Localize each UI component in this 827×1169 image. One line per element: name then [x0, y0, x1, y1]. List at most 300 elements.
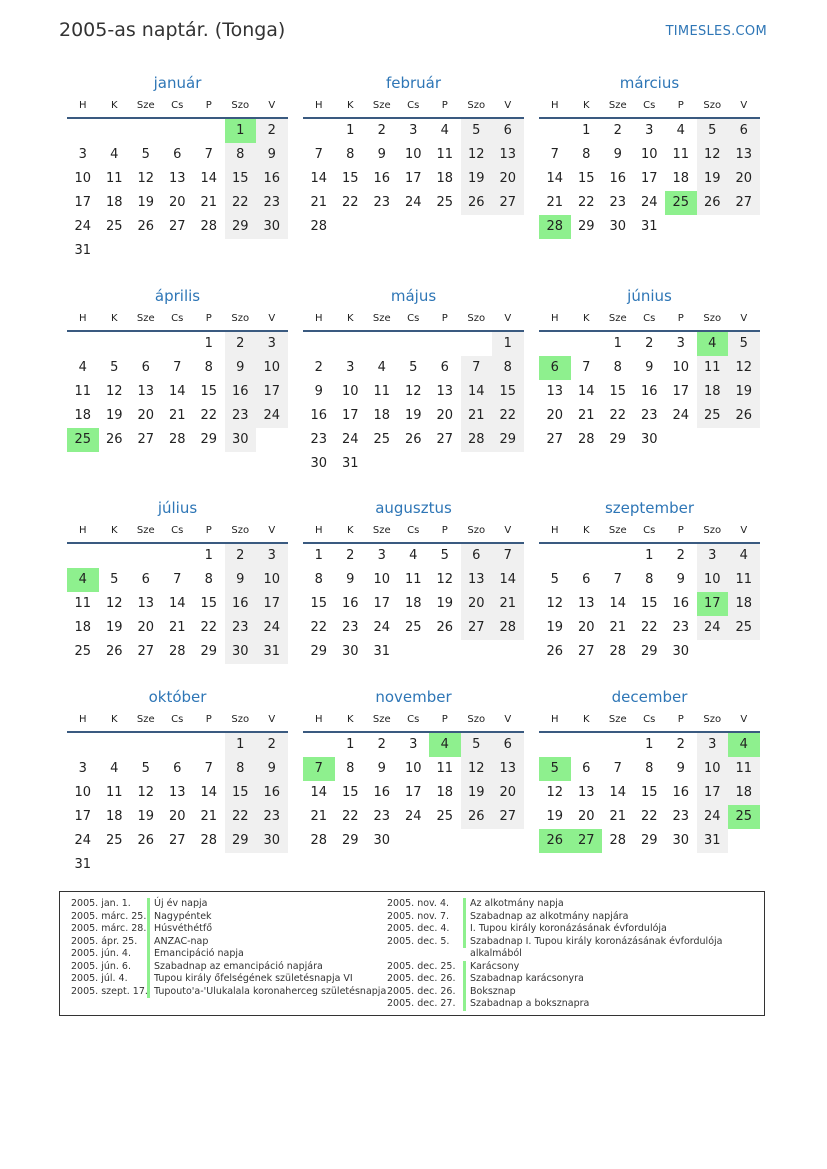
day-cell: 1: [314, 548, 323, 563]
day-grid: [303, 332, 524, 476]
day-cell: 7: [492, 544, 524, 568]
empty-cell: [571, 544, 603, 568]
day-cell: 11: [373, 384, 391, 399]
weekday-header: [303, 97, 524, 119]
day-cell: 6: [492, 119, 524, 143]
day-cell: 16: [672, 596, 690, 611]
day-cell: 28: [168, 644, 186, 659]
day-cell: 25: [436, 195, 454, 210]
weekday-label: Szo: [467, 313, 486, 324]
weekday-label: Sze: [608, 100, 627, 111]
day-grid: [303, 733, 524, 853]
holiday-row: [71, 986, 386, 999]
day-cell: 28: [168, 432, 186, 447]
day-cell: 1: [346, 123, 355, 138]
day-cell: 17: [256, 380, 288, 404]
month-1: [67, 69, 288, 263]
day-cell: 10: [697, 568, 729, 592]
holiday-name: Szabadnap az alkotmány napjára: [463, 911, 628, 924]
day-cell: 24: [404, 809, 422, 824]
month-5: [303, 282, 524, 476]
day-cell: 11: [728, 757, 760, 781]
weekday-label: Cs: [171, 100, 184, 111]
day-cell: 3: [409, 123, 418, 138]
day-cell: 15: [341, 785, 359, 800]
day-cell: 10: [74, 785, 92, 800]
day-cell: 12: [728, 356, 760, 380]
day-cell: 3: [346, 360, 355, 375]
weekday-label: P: [205, 714, 212, 725]
day-cell: 4: [440, 123, 449, 138]
weekday-label: P: [205, 313, 212, 324]
day-cell: 27: [168, 833, 186, 848]
holiday-row: [387, 961, 722, 974]
day-cell: 23: [672, 620, 690, 635]
holiday-name: Szabadnap az emancipáció napjára: [147, 961, 323, 974]
day-cell: 17: [404, 785, 422, 800]
weekday-label: Sze: [372, 714, 391, 725]
day-cell: 9: [225, 568, 257, 592]
day-grid: [539, 332, 760, 452]
day-cell: 11: [74, 596, 92, 611]
day-cell: 8: [645, 761, 654, 776]
weekday-header: [67, 522, 288, 544]
day-cell: 1: [225, 733, 257, 757]
day-cell: 13: [168, 171, 186, 186]
day-cell: 28: [310, 833, 328, 848]
day-cell: 2: [256, 733, 288, 757]
holiday-name: Nagypéntek: [147, 911, 212, 924]
holiday-name: Karácsony: [463, 961, 519, 974]
day-cell: 19: [461, 781, 493, 805]
empty-cell: [539, 119, 571, 143]
empty-cell: [602, 544, 634, 568]
day-cell: 7: [582, 360, 591, 375]
day-cell: 5: [550, 572, 559, 587]
day-cell: 5: [728, 332, 760, 356]
day-cell: 26: [697, 191, 729, 215]
day-cell: 26: [728, 404, 760, 428]
weekday-header: [539, 310, 760, 332]
weekday-label: Szo: [703, 714, 722, 725]
day-cell: 16: [225, 380, 257, 404]
weekday-label: Szo: [231, 525, 250, 536]
holiday-date: 2005. jún. 4.: [71, 948, 132, 959]
holiday-row: [71, 948, 386, 961]
holiday-date: [387, 948, 463, 961]
day-cell: 21: [168, 408, 186, 423]
day-cell: 24: [256, 404, 288, 428]
weekday-label: Szo: [231, 714, 250, 725]
holiday-name: Szabadnap I. Tupou király koronázásának évfordulója: [463, 936, 722, 949]
day-cell: 24: [404, 195, 422, 210]
day-cell: 2: [225, 332, 257, 356]
holiday-row: [71, 923, 386, 936]
weekday-label: H: [550, 525, 559, 536]
month-name: augusztus: [375, 499, 452, 517]
day-cell: 15: [492, 380, 524, 404]
day-cell: 28: [609, 833, 627, 848]
weekday-label: Sze: [136, 100, 155, 111]
day-cell: 9: [676, 761, 685, 776]
day-cell: 31: [697, 829, 729, 853]
day-cell: 1: [582, 123, 591, 138]
weekday-label: P: [441, 525, 448, 536]
day-cell: 22: [310, 620, 328, 635]
day-cell: 3: [645, 123, 654, 138]
holiday-date: 2005. dec. 25.: [387, 960, 456, 972]
day-cell: 9: [346, 572, 355, 587]
weekday-label: Szo: [703, 100, 722, 111]
weekday-label: H: [314, 525, 323, 536]
day-cell: 5: [461, 733, 493, 757]
day-cell: 14: [609, 596, 627, 611]
day-cell: 23: [672, 809, 690, 824]
day-cell: 29: [200, 644, 218, 659]
empty-cell: [539, 544, 571, 568]
day-cell: 1: [492, 332, 524, 356]
day-cell: 6: [440, 360, 449, 375]
day-cell: 22: [341, 195, 359, 210]
day-cell: 24: [373, 620, 391, 635]
day-cell: 25: [105, 219, 123, 234]
day-cell: 25: [404, 620, 422, 635]
day-cell: 21: [546, 195, 564, 210]
month-9: [539, 494, 760, 664]
day-cell: 29: [492, 428, 524, 452]
day-cell: 6: [173, 761, 182, 776]
day-cell: 8: [204, 572, 213, 587]
month-name: június: [627, 287, 672, 305]
day-cell: 6: [461, 544, 493, 568]
day-cell: 6: [141, 572, 150, 587]
holiday-day-cell: 1: [225, 119, 257, 143]
day-cell: 17: [640, 171, 658, 186]
weekday-label: P: [677, 313, 684, 324]
day-cell: 11: [105, 785, 123, 800]
holiday-name: Boksznap: [463, 986, 516, 999]
day-cell: 2: [314, 360, 323, 375]
holiday-date: 2005. dec. 27.: [387, 998, 456, 1009]
day-cell: 30: [225, 640, 257, 664]
holiday-day-cell: 7: [303, 757, 335, 781]
holiday-date: 2005. ápr. 25.: [71, 935, 138, 947]
day-cell: 28: [200, 833, 218, 848]
day-cell: 13: [461, 568, 493, 592]
day-cell: 12: [105, 596, 123, 611]
day-cell: 2: [613, 123, 622, 138]
day-cell: 10: [672, 360, 690, 375]
day-cell: 2: [377, 737, 386, 752]
brand-link[interactable]: TIMESLES.COM: [665, 24, 767, 39]
day-cell: 2: [676, 737, 685, 752]
day-cell: 23: [225, 404, 257, 428]
empty-cell: [67, 332, 99, 356]
day-grid: [67, 544, 288, 664]
day-grid: [303, 119, 524, 239]
weekday-label: K: [110, 714, 118, 725]
holiday-date: 2005. dec. 26.: [387, 973, 456, 984]
day-cell: 8: [492, 356, 524, 380]
holiday-list-right-column: [387, 898, 722, 1011]
day-cell: 24: [341, 432, 359, 447]
day-cell: 14: [200, 785, 218, 800]
day-cell: 30: [256, 829, 288, 853]
holiday-row: [387, 898, 722, 911]
weekday-label: P: [677, 525, 684, 536]
holiday-date: 2005. jún. 6.: [71, 960, 132, 972]
day-cell: 19: [105, 620, 123, 635]
month-name: március: [619, 74, 680, 92]
day-cell: 20: [168, 809, 186, 824]
holiday-name: Az alkotmány napja: [463, 898, 564, 911]
day-cell: 13: [546, 384, 564, 399]
day-cell: 19: [436, 596, 454, 611]
holiday-name: I. Tupou király koronázásának évfordulója: [463, 923, 667, 936]
day-cell: 13: [137, 384, 155, 399]
weekday-label: K: [110, 525, 118, 536]
day-cell: 17: [74, 809, 92, 824]
empty-cell: [162, 119, 194, 143]
day-cell: 9: [256, 143, 288, 167]
day-cell: 28: [492, 616, 524, 640]
day-cell: 20: [577, 809, 595, 824]
day-cell: 30: [672, 833, 690, 848]
day-cell: 31: [74, 857, 92, 872]
day-cell: 27: [137, 644, 155, 659]
day-cell: 21: [168, 620, 186, 635]
day-grid: [67, 119, 288, 263]
day-cell: 30: [310, 456, 328, 471]
day-cell: 3: [676, 336, 685, 351]
day-cell: 14: [546, 171, 564, 186]
month-7: [67, 494, 288, 664]
day-cell: 18: [436, 785, 454, 800]
day-cell: 7: [461, 356, 493, 380]
holiday-row: [71, 961, 386, 974]
day-cell: 10: [256, 356, 288, 380]
day-cell: 1: [645, 548, 654, 563]
day-cell: 30: [256, 215, 288, 239]
holiday-name: Új év napja: [147, 898, 207, 911]
day-cell: 23: [310, 432, 328, 447]
empty-cell: [162, 544, 194, 568]
day-cell: 2: [346, 548, 355, 563]
empty-cell: [398, 332, 430, 356]
day-cell: 23: [373, 195, 391, 210]
day-cell: 5: [110, 572, 119, 587]
day-cell: 9: [613, 147, 622, 162]
weekday-label: H: [314, 313, 323, 324]
day-cell: 23: [256, 805, 288, 829]
holiday-row: [387, 998, 722, 1011]
weekday-label: V: [504, 525, 512, 536]
weekday-label: K: [346, 313, 354, 324]
weekday-label: P: [205, 100, 212, 111]
day-cell: 16: [256, 167, 288, 191]
day-cell: 25: [436, 809, 454, 824]
day-cell: 20: [546, 408, 564, 423]
holiday-name: Emancipáció napja: [147, 948, 244, 961]
empty-cell: [366, 332, 398, 356]
weekday-label: V: [268, 313, 276, 324]
empty-cell: [303, 733, 335, 757]
weekday-label: Cs: [643, 714, 656, 725]
day-cell: 22: [200, 620, 218, 635]
day-grid: [539, 119, 760, 239]
empty-cell: [539, 733, 571, 757]
day-cell: 15: [640, 596, 658, 611]
day-cell: 4: [78, 360, 87, 375]
weekday-label: K: [346, 714, 354, 725]
day-cell: 6: [728, 119, 760, 143]
day-cell: 4: [409, 548, 418, 563]
day-cell: 24: [74, 833, 92, 848]
weekday-label: Cs: [407, 313, 420, 324]
day-grid: [67, 332, 288, 452]
day-cell: 4: [728, 544, 760, 568]
day-cell: 1: [204, 336, 213, 351]
day-cell: 22: [577, 195, 595, 210]
day-cell: 5: [141, 147, 150, 162]
holiday-name: alkalmából: [470, 948, 522, 959]
day-cell: 7: [173, 360, 182, 375]
day-cell: 19: [461, 167, 493, 191]
holiday-day-cell: 4: [429, 733, 461, 757]
holiday-row: [387, 973, 722, 986]
weekday-label: P: [205, 525, 212, 536]
day-cell: 24: [640, 195, 658, 210]
day-cell: 14: [492, 568, 524, 592]
day-cell: 22: [640, 809, 658, 824]
day-cell: 17: [404, 171, 422, 186]
day-cell: 12: [137, 785, 155, 800]
weekday-label: H: [550, 100, 559, 111]
day-cell: 20: [137, 408, 155, 423]
day-cell: 9: [377, 147, 386, 162]
day-cell: 10: [341, 384, 359, 399]
day-cell: 23: [609, 195, 627, 210]
day-cell: 25: [697, 404, 729, 428]
day-cell: 4: [377, 360, 386, 375]
empty-cell: [335, 332, 367, 356]
weekday-label: V: [268, 714, 276, 725]
holiday-row: [387, 923, 722, 936]
day-cell: 26: [137, 219, 155, 234]
day-cell: 8: [204, 360, 213, 375]
day-cell: 8: [613, 360, 622, 375]
day-cell: 10: [640, 147, 658, 162]
empty-cell: [571, 733, 603, 757]
day-cell: 28: [609, 644, 627, 659]
empty-cell: [303, 332, 335, 356]
holiday-date: 2005. márc. 28.: [71, 923, 147, 934]
day-cell: 23: [640, 408, 658, 423]
holiday-name: Húsvéthétfő: [147, 923, 212, 936]
day-cell: 8: [582, 147, 591, 162]
day-cell: 30: [373, 833, 391, 848]
day-cell: 7: [613, 761, 622, 776]
day-cell: 10: [404, 761, 422, 776]
weekday-header: [67, 97, 288, 119]
weekday-label: V: [740, 313, 748, 324]
weekday-label: H: [550, 313, 559, 324]
day-cell: 17: [672, 384, 690, 399]
day-cell: 24: [697, 805, 729, 829]
day-cell: 15: [640, 785, 658, 800]
month-4: [67, 282, 288, 452]
day-cell: 22: [200, 408, 218, 423]
weekday-label: P: [441, 313, 448, 324]
holiday-row: [71, 973, 386, 986]
day-cell: 18: [373, 408, 391, 423]
day-cell: 17: [256, 592, 288, 616]
day-cell: 10: [373, 572, 391, 587]
weekday-header: [303, 310, 524, 332]
day-cell: 2: [676, 548, 685, 563]
day-cell: 21: [492, 592, 524, 616]
day-cell: 26: [546, 644, 564, 659]
weekday-label: V: [740, 525, 748, 536]
empty-cell: [130, 332, 162, 356]
weekday-label: Cs: [171, 313, 184, 324]
holiday-date: 2005. júl. 4.: [71, 973, 128, 984]
day-cell: 29: [577, 219, 595, 234]
day-cell: 3: [697, 544, 729, 568]
empty-cell: [303, 119, 335, 143]
day-cell: 15: [577, 171, 595, 186]
weekday-label: V: [268, 525, 276, 536]
month-name: december: [611, 688, 688, 706]
day-cell: 27: [728, 191, 760, 215]
day-cell: 14: [310, 171, 328, 186]
day-cell: 21: [310, 809, 328, 824]
weekday-label: Cs: [643, 525, 656, 536]
day-cell: 7: [613, 572, 622, 587]
day-cell: 31: [373, 644, 391, 659]
day-cell: 18: [404, 596, 422, 611]
day-cell: 13: [577, 785, 595, 800]
day-cell: 12: [461, 143, 493, 167]
month-name: január: [153, 74, 202, 92]
day-cell: 4: [676, 123, 685, 138]
day-cell: 13: [492, 757, 524, 781]
day-cell: 24: [697, 616, 729, 640]
day-cell: 6: [141, 360, 150, 375]
weekday-label: Cs: [643, 313, 656, 324]
holiday-name: Tupou király őfelségének születésnapja VI: [147, 973, 353, 986]
weekday-label: V: [740, 714, 748, 725]
day-cell: 7: [173, 572, 182, 587]
day-cell: 31: [74, 243, 92, 258]
day-cell: 29: [225, 829, 257, 853]
weekday-label: Cs: [407, 714, 420, 725]
weekday-label: H: [78, 525, 87, 536]
day-cell: 15: [310, 596, 328, 611]
weekday-label: H: [550, 714, 559, 725]
day-cell: 26: [137, 833, 155, 848]
day-cell: 11: [697, 356, 729, 380]
weekday-label: V: [268, 100, 276, 111]
day-cell: 9: [377, 761, 386, 776]
day-cell: 7: [550, 147, 559, 162]
day-cell: 3: [256, 544, 288, 568]
weekday-label: P: [677, 714, 684, 725]
day-cell: 22: [640, 620, 658, 635]
day-cell: 7: [204, 761, 213, 776]
weekday-header: [539, 97, 760, 119]
day-cell: 1: [645, 737, 654, 752]
